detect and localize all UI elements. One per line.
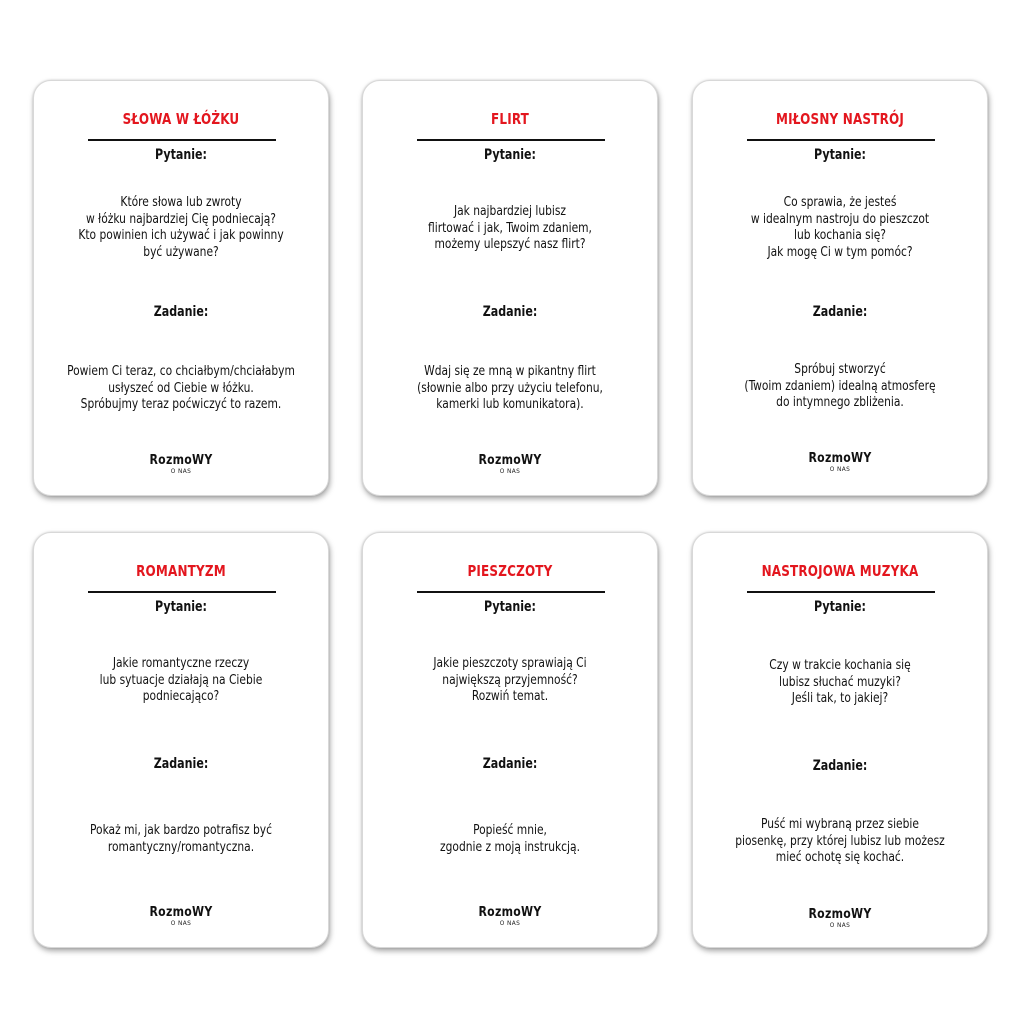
question-text: Jak najbardziej lubisz flirtować i jak, Twoim zdaniem, możemy ulepszyć nasz flirt? [428, 203, 592, 252]
card-slowa-w-lozku [33, 80, 329, 496]
card-title: SŁOWA W ŁÓŻKU [122, 110, 240, 128]
brand-logo [363, 453, 657, 476]
title-divider [747, 139, 935, 141]
title-divider [417, 139, 605, 141]
question-label: Pytanie: [813, 147, 867, 163]
question-text: Które słowa lub zwroty w łóżku najbardziej Cię podniecają? Kto powinien ich używać i jak powinny być używane? [78, 194, 284, 260]
logo-subtitle: O NAS [829, 921, 851, 929]
card-pieszczoty [362, 532, 658, 948]
logo-subtitle: O NAS [829, 465, 851, 473]
logo-subtitle: O NAS [499, 467, 521, 475]
task-text: Spróbuj stworzyć (Twoim zdaniem) idealną atmosferę do intymnego zbliżenia. [744, 361, 936, 410]
task-label: Zadanie: [153, 756, 209, 772]
question-label: Pytanie: [154, 147, 208, 163]
logo-wordmark: RozmoWY [808, 450, 872, 466]
task-text: Pokaż mi, jak bardzo potrafisz być romantyczny/romantyczna. [90, 822, 272, 855]
title-divider [88, 139, 276, 141]
logo-wordmark: RozmoWY [478, 452, 542, 468]
question-text: Jakie romantyczne rzeczy lub sytuacje działają na Ciebie podniecająco? [99, 655, 263, 704]
card-flirt [362, 80, 658, 496]
question-label: Pytanie: [483, 599, 537, 615]
card-title: NASTROJOWA MUZYKA [761, 562, 919, 580]
brand-logo [363, 905, 657, 928]
logo-wordmark: RozmoWY [808, 906, 872, 922]
logo-subtitle: O NAS [499, 919, 521, 927]
card-title: PIESZCZOTY [467, 562, 553, 580]
question-label: Pytanie: [154, 599, 208, 615]
brand-logo [693, 451, 987, 474]
task-label: Zadanie: [812, 304, 868, 320]
brand-logo [34, 453, 328, 476]
question-label: Pytanie: [813, 599, 867, 615]
logo-wordmark: RozmoWY [149, 904, 213, 920]
title-divider [88, 591, 276, 593]
logo-wordmark: RozmoWY [149, 452, 213, 468]
task-text: Powiem Ci teraz, co chciałbym/chciałabym usłyszeć od Ciebie w łóżku. Spróbujmy teraz poćwiczyć to razem. [67, 363, 295, 412]
question-text: Co sprawia, że jesteś w idealnym nastroju do pieszczot lub kochania się? Jak mogę Ci w tym pomóc? [750, 194, 930, 260]
logo-subtitle: O NAS [170, 467, 192, 475]
task-label: Zadanie: [482, 304, 538, 320]
brand-logo [693, 907, 987, 930]
brand-logo [34, 905, 328, 928]
title-divider [417, 591, 605, 593]
task-text: Wdaj się ze mną w pikantny flirt (słownie albo przy użyciu telefonu, kamerki lub komunikatora). [417, 363, 603, 412]
task-text: Popieść mnie, zgodnie z moją instrukcją. [440, 822, 580, 855]
question-text: Czy w trakcie kochania się lubisz słuchać muzyki? Jeśli tak, to jakiej? [769, 657, 911, 706]
task-text: Puść mi wybraną przez siebie piosenkę, przy której lubisz lub możesz mieć ochotę się kochać. [735, 816, 945, 865]
logo-subtitle: O NAS [170, 919, 192, 927]
question-label: Pytanie: [483, 147, 537, 163]
task-label: Zadanie: [482, 756, 538, 772]
card-romantyzm [33, 532, 329, 948]
title-divider [747, 591, 935, 593]
card-nastrojowa-muzyka [692, 532, 988, 948]
logo-wordmark: RozmoWY [478, 904, 542, 920]
question-text: Jakie pieszczoty sprawiają Ci największą przyjemność? Rozwiń temat. [433, 655, 587, 704]
card-title: ROMANTYZM [136, 562, 226, 580]
task-label: Zadanie: [153, 304, 209, 320]
card-milosny-nastroj [692, 80, 988, 496]
card-title: MIŁOSNY NASTRÓJ [776, 110, 904, 128]
task-label: Zadanie: [812, 758, 868, 774]
card-title: FLIRT [491, 110, 529, 128]
